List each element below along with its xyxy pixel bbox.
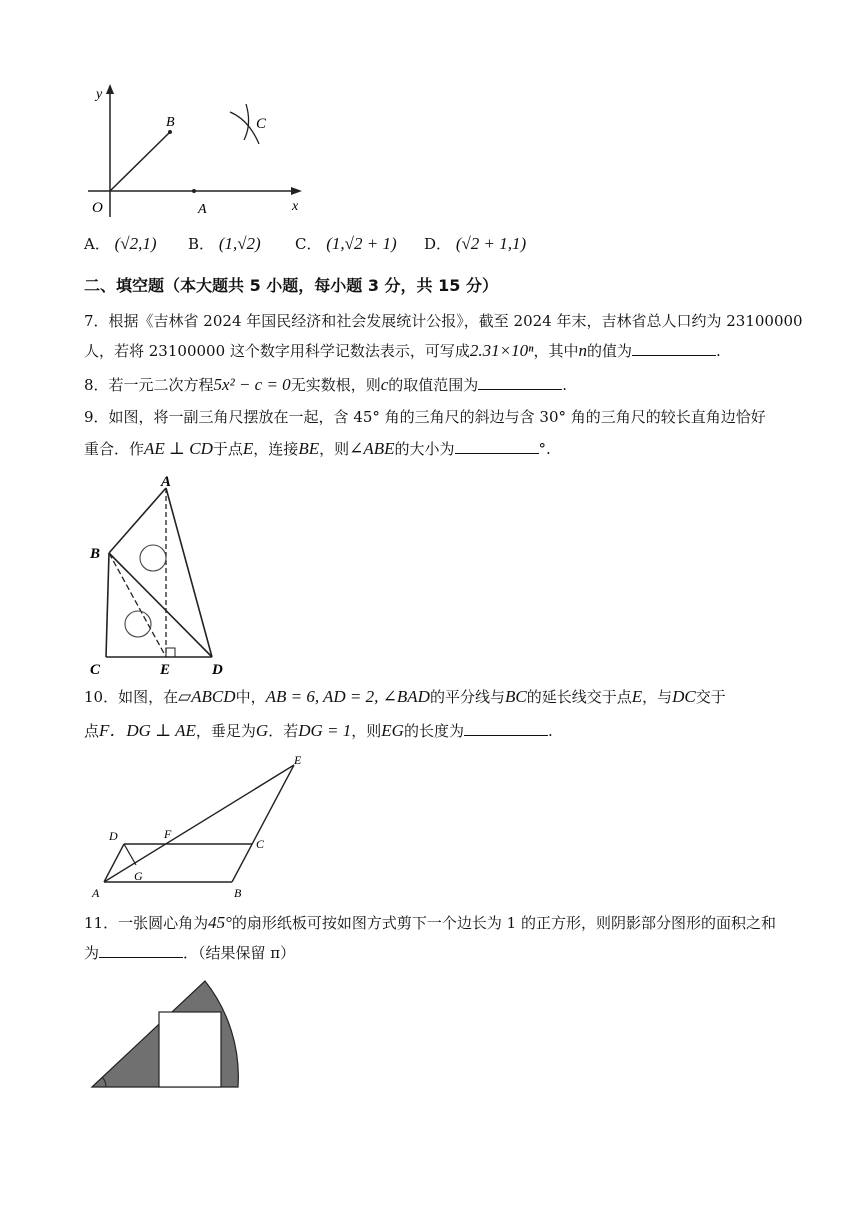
section-heading: 二、填空题（本大题共 5 小题，每小题 3 分，共 15 分） — [84, 276, 498, 295]
q6-figure — [84, 82, 314, 222]
q8-line: 8．若一元二次方程5x² − c = 0无实数根，则c的取值范围为 . — [84, 375, 568, 394]
q10-answer-blank — [464, 721, 548, 736]
q9-line2: 重合．作AE ⊥ CD于点E，连接BE，则∠ABE的大小为 °. — [84, 439, 551, 458]
q9-label-a: A — [161, 474, 172, 490]
q10-label-d: D — [109, 829, 118, 843]
q9-line1: 9．如图，将一副三角尺摆放在一起，含 45° 角的三角尺的斜边与含 30° 角的三角尺的较长直角边恰好 — [84, 408, 766, 426]
q10-parallelogram: ▱ABCD — [178, 687, 236, 706]
q10-label-a: A — [92, 886, 100, 900]
q9-label-c: C — [90, 662, 101, 675]
option-c — [295, 233, 397, 254]
q10-line1: 10．如图，在▱ABCD中，AB = 6, AD = 2, ∠BAD的平分线与BC的延长线交于点E，与DC交于 — [84, 687, 726, 706]
q10-figure — [84, 752, 314, 902]
q9-label-b: B — [90, 546, 101, 562]
q6-label-o: O — [92, 200, 103, 216]
option-b-letter: B． — [188, 235, 215, 253]
option-a-value: (√2,1) — [114, 234, 157, 253]
q11-line1: 11．一张圆心角为45°的扇形纸板可按如图方式剪下一个边长为 1 的正方形，则阴影部分图形的面积之和 — [84, 913, 776, 932]
q9-answer-blank — [455, 439, 539, 454]
q7-line2: 人，若将 23100000 这个数字用科学记数法表示，可写成2.31×10ⁿ，其中n的值为 . — [84, 341, 721, 360]
q10-line2: 点F．DG ⊥ AE，垂足为G．若DG = 1，则EG的长度为 . — [84, 721, 553, 740]
option-b-value: (1,√2) — [218, 234, 261, 253]
option-d-value: (√2 + 1,1) — [455, 234, 527, 253]
option-c-letter: C． — [295, 235, 322, 253]
q7-line1: 7．根据《吉林省 2024 年国民经济和社会发展统计公报》，截至 2024 年末，吉林省总人口约为 23100000 — [84, 312, 803, 330]
q6-label-c: C — [256, 116, 267, 132]
q6-label-y: y — [96, 87, 103, 102]
q10-label-c: C — [256, 837, 265, 851]
option-a-letter: A． — [84, 235, 110, 253]
q7-answer-blank — [632, 341, 716, 356]
q10-label-g: G — [134, 869, 143, 883]
q11-answer-blank — [99, 943, 183, 958]
option-d-letter: D． — [424, 235, 452, 253]
q10-label-e: E — [294, 753, 302, 767]
q10-label-f: F — [164, 827, 172, 841]
option-d — [424, 233, 526, 254]
option-a — [84, 233, 157, 254]
q10-label-b: B — [234, 886, 242, 900]
q6-label-a: A — [198, 202, 207, 217]
q8-equation: 5x² − c = 0 — [213, 375, 291, 394]
q6-label-x: x — [292, 199, 299, 214]
q8-answer-blank — [478, 375, 562, 390]
q6-label-b: B — [166, 115, 175, 130]
option-b — [188, 233, 261, 254]
q7-expression: 2.31×10ⁿ — [469, 341, 534, 360]
q9-label-e: E — [160, 662, 171, 675]
q9-figure — [84, 470, 234, 675]
q11-line2: 为 ．（结果保留 π） — [84, 944, 296, 962]
option-c-value: (1,√2 + 1) — [326, 234, 397, 253]
q9-label-d: D — [212, 662, 223, 675]
q11-figure — [84, 975, 244, 1095]
